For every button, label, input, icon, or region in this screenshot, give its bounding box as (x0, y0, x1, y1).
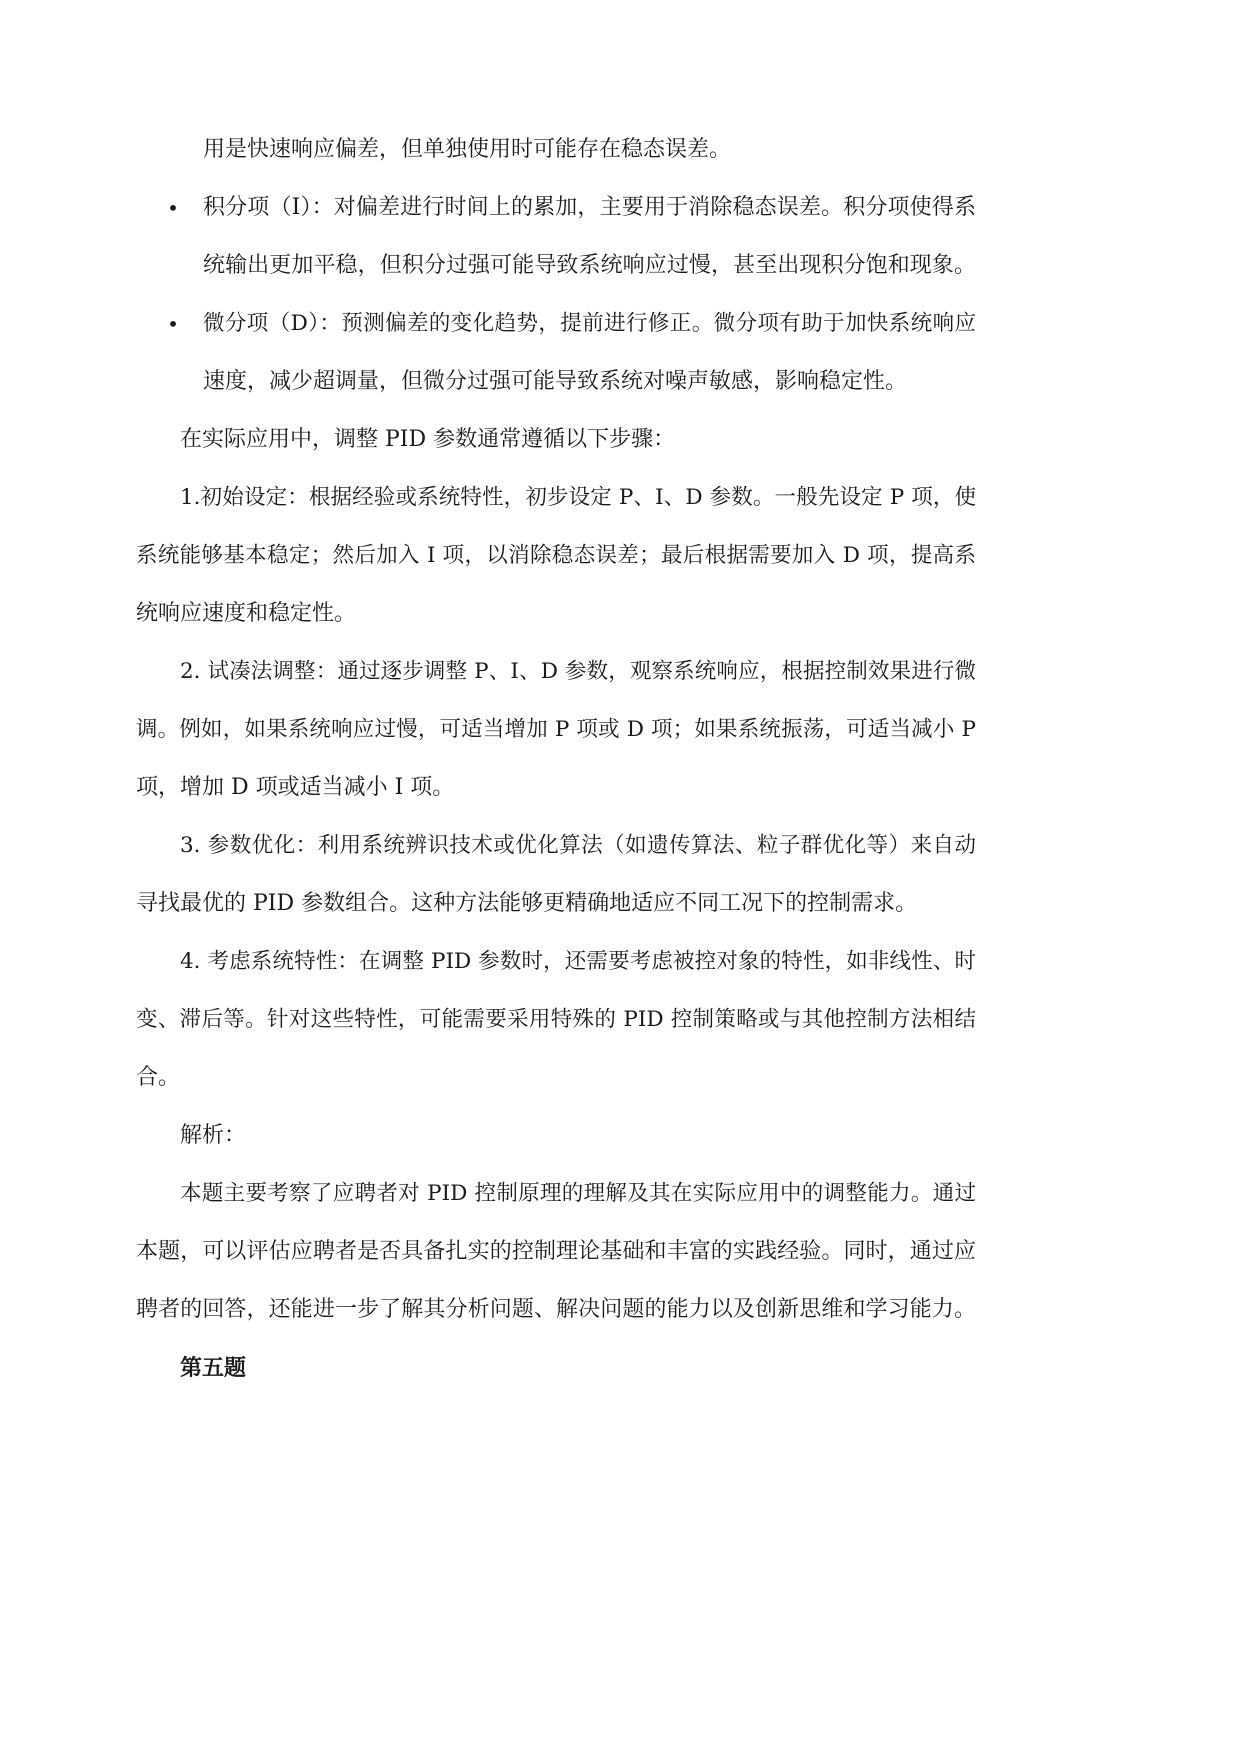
line-step2 (0, 652, 1241, 692)
text-p-term-cont: 用是快速响应偏差，但单独使用时可能存在稳态误差。 (203, 137, 732, 162)
text-analysis-cont1: 本题，可以评估应聘者是否具备扎实的控制理论基础和丰富的实践经验。同时，通过应 (136, 1239, 976, 1264)
text-step2-cont1: 调。例如，如果系统响应过慢，可适当增加 P 项或 D 项；如果系统振荡，可适当减小 P (136, 717, 976, 742)
text-step1-cont2: 统响应速度和稳定性。 (136, 601, 357, 626)
line-step1 (0, 478, 1241, 518)
line-step1-cont1 (0, 536, 1241, 576)
text-analysis: 本题主要考察了应聘者对 PID 控制原理的理解及其在实际应用中的调整能力。通过 (180, 1181, 976, 1206)
text-step4-cont2: 合。 (136, 1065, 181, 1090)
text-step3-cont: 寻找最优的 PID 参数组合。这种方法能够更精确地适应不同工况下的控制需求。 (136, 891, 918, 916)
line-d-term-cont (0, 362, 1241, 402)
line-analysis-cont1 (0, 1232, 1241, 1272)
line-step3 (0, 826, 1241, 866)
line-section-heading (0, 1348, 1241, 1388)
line-analysis (0, 1174, 1241, 1214)
line-step1-cont2 (0, 594, 1241, 634)
line-step2-cont1 (0, 710, 1241, 750)
text-d-term: 微分项（D）：预测偏差的变化趋势，提前进行修正。微分项有助于加快系统响应 (203, 311, 976, 336)
text-step2: 2. 试凑法调整：通过逐步调整 P、I、D 参数，观察系统响应，根据控制效果进行微 (180, 659, 976, 684)
line-steps-intro (0, 420, 1241, 460)
section-heading: 第五题 (180, 1355, 247, 1381)
text-step4-cont1: 变、滞后等。针对这些特性，可能需要采用特殊的 PID 控制策略或与其他控制方法相结 (136, 1007, 976, 1032)
text-analysis-cont2: 聘者的回答，还能进一步了解其分析问题、解决问题的能力以及创新思维和学习能力。 (136, 1297, 976, 1322)
line-step4-cont2 (0, 1058, 1241, 1098)
line-i-term (0, 188, 1241, 228)
text-d-term-cont: 速度，减少超调量，但微分过强可能导致系统对噪声敏感，影响稳定性。 (203, 369, 908, 394)
line-analysis-label (0, 1116, 1241, 1156)
line-step4 (0, 942, 1241, 982)
line-analysis-cont2 (0, 1290, 1241, 1330)
text-step2-cont2: 项，增加 D 项或适当减小 I 项。 (136, 775, 455, 800)
text-step4: 4. 考虑系统特性：在调整 PID 参数时，还需要考虑被控对象的特性，如非线性、时 (180, 949, 976, 974)
text-step1: 1.初始设定：根据经验或系统特性，初步设定 P、I、D 参数。一般先设定 P 项，使 (180, 485, 976, 510)
analysis-label: 解析： (180, 1123, 247, 1148)
line-i-term-cont (0, 246, 1241, 286)
line-step2-cont2 (0, 768, 1241, 808)
bullet-i-term: • (167, 196, 179, 220)
text-steps-intro: 在实际应用中，调整 PID 参数通常遵循以下步骤： (180, 427, 676, 452)
bullet-d-term: • (167, 312, 179, 336)
text-step1-cont1: 系统能够基本稳定；然后加入 I 项，以消除稳态误差；最后根据需要加入 D 项，提高系 (136, 543, 976, 568)
line-d-term (0, 304, 1241, 344)
text-step3: 3. 参数优化：利用系统辨识技术或优化算法（如遗传算法、粒子群优化等）来自动 (180, 833, 976, 858)
line-step3-cont (0, 884, 1241, 924)
text-i-term: 积分项（I）：对偏差进行时间上的累加，主要用于消除稳态误差。积分项使得系 (203, 195, 976, 220)
line-p-term-cont (0, 130, 1241, 170)
line-step4-cont1 (0, 1000, 1241, 1040)
text-i-term-cont: 统输出更加平稳，但积分过强可能导致系统响应过慢，甚至出现积分饱和现象。 (203, 253, 976, 278)
